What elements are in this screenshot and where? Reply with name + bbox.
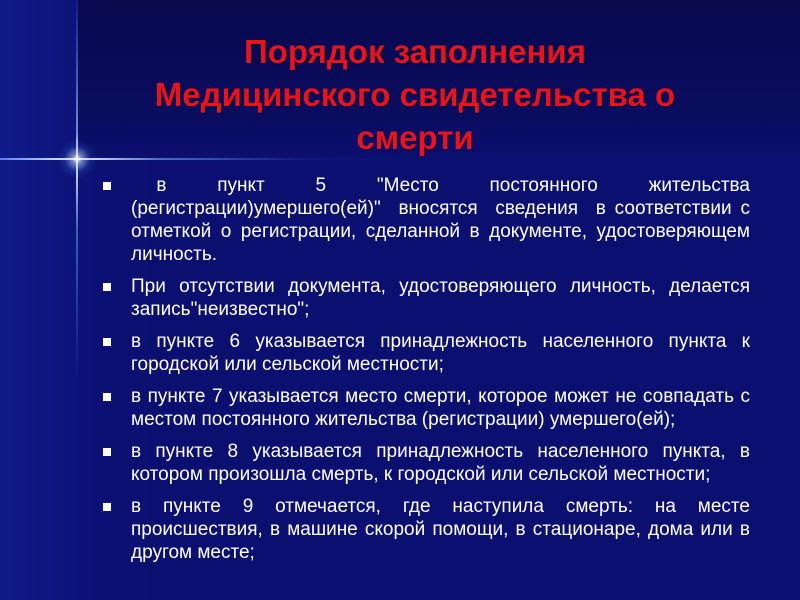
title-line: Порядок заполнения (244, 33, 586, 70)
bullet-item (100, 174, 756, 266)
bullet-item (100, 385, 750, 431)
bullet-text: в пункте 7 указывается место смерти, которое может не совпадать с местом постоянного жительства (регистрации) умершего(ей); (131, 386, 750, 430)
bullet-item (100, 495, 750, 564)
square-bullet-icon (103, 448, 111, 456)
bullet-text: При отсутствии документа, удостоверяющего личность, делается запись"неизвестно"; (131, 276, 750, 320)
vertical-light-line (76, 0, 78, 380)
bullet-text: в пункте 8 указывается принадлежность населенного пункта, в котором произошла смерть, к городской или сельской местности; (131, 441, 750, 485)
title-line: Медицинского свидетельства о (154, 76, 676, 113)
bullet-item (100, 330, 750, 376)
bullet-text: в пункте 9 отмечается, где наступила смерть: на месте происшествия, в машине скорой помощи, в стационаре, дома или в другом месте; (131, 496, 750, 563)
bullet-item (100, 275, 750, 321)
bullet-list (100, 174, 756, 573)
square-bullet-icon (103, 503, 111, 511)
square-bullet-icon (103, 182, 111, 190)
bullet-item (100, 440, 750, 486)
title-line: смерти (356, 119, 474, 156)
square-bullet-icon (103, 393, 111, 401)
bullet-text: в пункте 6 указывается принадлежность населенного пункта к городской или сельской местности; (131, 331, 750, 375)
slide-title (100, 30, 730, 159)
light-flare (57, 139, 97, 179)
bullet-text: в пункт 5 "Место постоянного жительства (регистрации)умершего(ей)" вносятся сведения в соответствии с отметкой о регистрации, сделанной в документе, удостоверяющем личность. (131, 175, 756, 265)
square-bullet-icon (103, 338, 111, 346)
square-bullet-icon (103, 283, 111, 291)
